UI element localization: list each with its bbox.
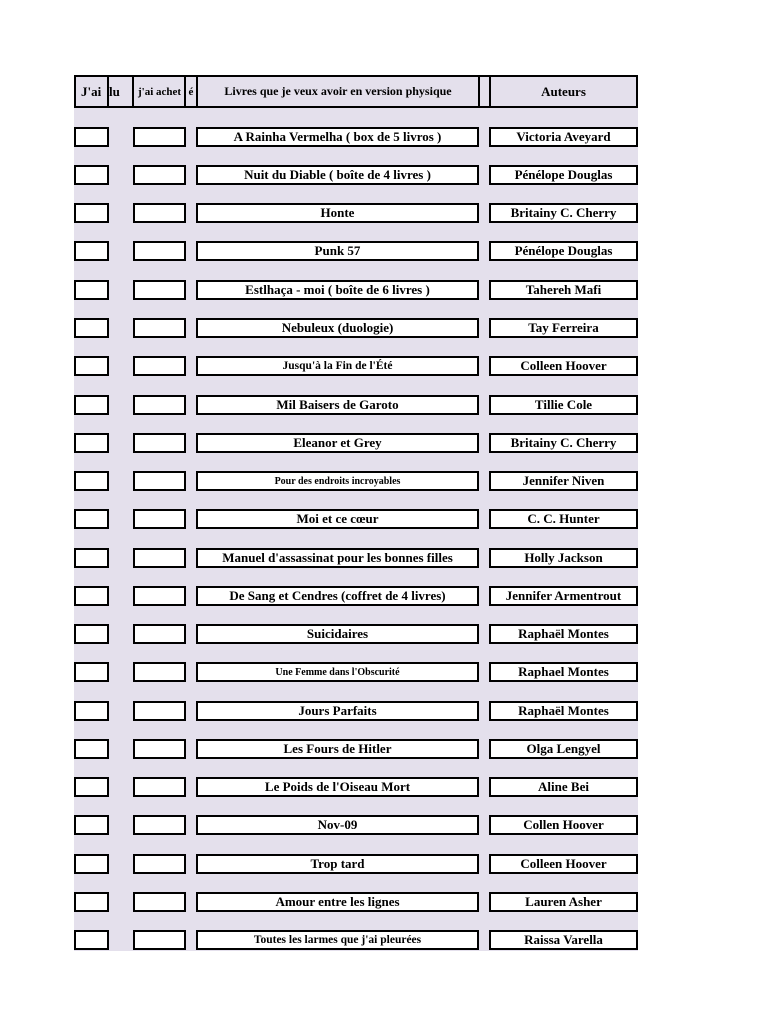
bought-checkbox[interactable]	[133, 930, 186, 950]
bought-checkbox[interactable]	[133, 509, 186, 529]
book-title-cell: Suicidaires	[196, 624, 479, 644]
author-cell: Raissa Varella	[489, 930, 638, 950]
author-cell: Jennifer Armentrout	[489, 586, 638, 606]
read-checkbox[interactable]	[74, 662, 109, 682]
header-read-label: J'ai	[81, 83, 102, 99]
author-cell: Pénélope Douglas	[489, 165, 638, 185]
book-title-cell: Amour entre les lignes	[196, 892, 479, 912]
book-title-cell: De Sang et Cendres (coffret de 4 livres)	[196, 586, 479, 606]
author-cell: Olga Lengyel	[489, 739, 638, 759]
book-title-cell: Nebuleux (duologie)	[196, 318, 479, 338]
author-cell: Lauren Asher	[489, 892, 638, 912]
read-checkbox[interactable]	[74, 548, 109, 568]
author-cell: Tay Ferreira	[489, 318, 638, 338]
read-checkbox[interactable]	[74, 318, 109, 338]
book-title-cell: Pour des endroits incroyables	[196, 471, 479, 491]
header-author-cell	[489, 75, 638, 108]
bought-checkbox[interactable]	[133, 165, 186, 185]
header-author-label: Auteurs	[541, 83, 586, 99]
bought-checkbox[interactable]	[133, 395, 186, 415]
bought-checkbox[interactable]	[133, 624, 186, 644]
book-title-cell: Manuel d'assassinat pour les bonnes filles	[196, 548, 479, 568]
book-title-cell: Mil Baisers de Garoto	[196, 395, 479, 415]
read-checkbox[interactable]	[74, 854, 109, 874]
read-checkbox[interactable]	[74, 433, 109, 453]
book-title-cell: Honte	[196, 203, 479, 223]
read-checkbox[interactable]	[74, 930, 109, 950]
read-checkbox[interactable]	[74, 471, 109, 491]
bought-checkbox[interactable]	[133, 815, 186, 835]
book-title-cell: Trop tard	[196, 854, 479, 874]
bought-checkbox[interactable]	[133, 777, 186, 797]
bought-checkbox[interactable]	[133, 127, 186, 147]
bought-checkbox[interactable]	[133, 280, 186, 300]
read-checkbox[interactable]	[74, 509, 109, 529]
bought-checkbox[interactable]	[133, 433, 186, 453]
author-cell: Raphaël Montes	[489, 701, 638, 721]
bought-checkbox[interactable]	[133, 586, 186, 606]
header-bought-cell	[132, 75, 186, 108]
read-checkbox[interactable]	[74, 280, 109, 300]
author-cell: Pénélope Douglas	[489, 241, 638, 261]
author-cell: Jennifer Niven	[489, 471, 638, 491]
book-title-cell: Estlhaça - moi ( boîte de 6 livres )	[196, 280, 479, 300]
read-checkbox[interactable]	[74, 395, 109, 415]
author-cell: Britainy C. Cherry	[489, 203, 638, 223]
author-cell: Tillie Cole	[489, 395, 638, 415]
header-bought-label-overflow: é	[188, 85, 194, 98]
read-checkbox[interactable]	[74, 586, 109, 606]
header-bought-label: j'ai achet	[138, 85, 182, 98]
bought-checkbox[interactable]	[133, 356, 186, 376]
read-checkbox[interactable]	[74, 165, 109, 185]
read-checkbox[interactable]	[74, 624, 109, 644]
read-checkbox[interactable]	[74, 815, 109, 835]
bought-checkbox[interactable]	[133, 701, 186, 721]
bought-checkbox[interactable]	[133, 548, 186, 568]
book-title-cell: Les Fours de Hitler	[196, 739, 479, 759]
bought-checkbox[interactable]	[133, 318, 186, 338]
read-checkbox[interactable]	[74, 777, 109, 797]
read-checkbox[interactable]	[74, 127, 109, 147]
book-title-cell: Punk 57	[196, 241, 479, 261]
header-read-cell	[74, 75, 109, 108]
author-cell: Colleen Hoover	[489, 356, 638, 376]
bought-checkbox[interactable]	[133, 471, 186, 491]
read-checkbox[interactable]	[74, 892, 109, 912]
book-title-cell: Eleanor et Grey	[196, 433, 479, 453]
book-title-cell: Moi et ce cœur	[196, 509, 479, 529]
read-checkbox[interactable]	[74, 203, 109, 223]
read-checkbox[interactable]	[74, 241, 109, 261]
book-title-cell: Une Femme dans l'Obscurité	[196, 662, 479, 682]
bought-checkbox[interactable]	[133, 892, 186, 912]
bought-checkbox[interactable]	[133, 241, 186, 261]
book-title-cell: Le Poids de l'Oiseau Mort	[196, 777, 479, 797]
author-cell: C. C. Hunter	[489, 509, 638, 529]
bought-checkbox[interactable]	[133, 662, 186, 682]
book-title-cell: Nuit du Diable ( boîte de 4 livres )	[196, 165, 479, 185]
author-cell: Britainy C. Cherry	[489, 433, 638, 453]
author-cell: Collen Hoover	[489, 815, 638, 835]
author-cell: Raphaël Montes	[489, 624, 638, 644]
book-title-cell: A Rainha Vermelha ( box de 5 livros )	[196, 127, 479, 147]
author-cell: Aline Bei	[489, 777, 638, 797]
author-cell: Colleen Hoover	[489, 854, 638, 874]
header-title-label: Livres que je veux avoir en version physique	[224, 84, 452, 98]
book-title-cell: Toutes les larmes que j'ai pleurées	[196, 930, 479, 950]
bought-checkbox[interactable]	[133, 739, 186, 759]
bought-checkbox[interactable]	[133, 854, 186, 874]
author-cell: Victoria Aveyard	[489, 127, 638, 147]
header-title-cell	[196, 75, 480, 108]
author-cell: Raphael Montes	[489, 662, 638, 682]
author-cell: Holly Jackson	[489, 548, 638, 568]
author-cell: Tahereh Mafi	[489, 280, 638, 300]
read-checkbox[interactable]	[74, 701, 109, 721]
read-checkbox[interactable]	[74, 356, 109, 376]
header-read-label-overflow: lu	[109, 83, 120, 99]
book-title-cell: Jours Parfaits	[196, 701, 479, 721]
header-read-cell-overflow	[107, 75, 134, 108]
book-title-cell: Nov-09	[196, 815, 479, 835]
book-title-cell: Jusqu'à la Fin de l'Été	[196, 356, 479, 376]
bought-checkbox[interactable]	[133, 203, 186, 223]
read-checkbox[interactable]	[74, 739, 109, 759]
